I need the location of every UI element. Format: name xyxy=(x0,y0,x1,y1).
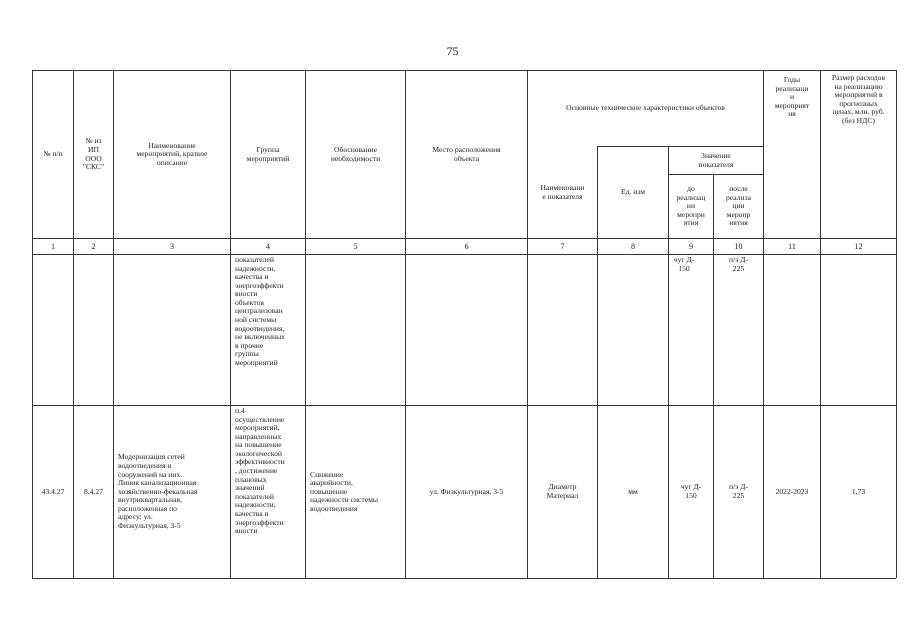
row-before: чуг Д- 150 xyxy=(680,482,702,500)
column-number: 10 xyxy=(734,241,743,251)
header-cost: Размер расходов на реализацию мероприятий в прогнозных ценах, млн. руб. (без НДС) xyxy=(831,73,886,125)
header-ip-num: № из ИП ООО "СКС" xyxy=(82,136,105,172)
header-after: после реализа ции меропр иятия xyxy=(726,184,751,228)
header-group: Группа мероприятий xyxy=(246,144,290,163)
column-number: 4 xyxy=(266,241,270,251)
column-number: 5 xyxy=(353,241,358,251)
header-place: Место расположения объекта xyxy=(432,144,501,163)
column-number: 3 xyxy=(170,241,174,251)
column-number: 12 xyxy=(854,241,863,251)
column-number: 7 xyxy=(560,241,565,251)
row-cost: 1,73 xyxy=(851,486,866,496)
row-indicator: Диаметр Материал xyxy=(546,482,579,500)
row-name: Модернизация сетей водоотведения и сооружений на них. Линия канализационная хозяйственно-фекальная внутриквартальная, расположенная по адресу: ул. Физкультурная, 3-5 xyxy=(118,452,198,531)
column-number: 9 xyxy=(689,241,693,251)
header-years: Годы реализаци и мероприят ия xyxy=(774,75,810,119)
row-after: п/э Д- 225 xyxy=(728,255,749,273)
header-name: Наименование мероприятий, краткое описание xyxy=(136,140,208,167)
table-divider xyxy=(32,254,896,255)
row-num: 43.4.27 xyxy=(41,486,65,496)
header-indicator-name: Наименовани е показателя xyxy=(540,182,585,201)
row-reason: Снижение аварийности, повышение надежности системы водоотведения xyxy=(310,469,379,513)
row-unit: мм xyxy=(628,486,638,496)
table-border-right xyxy=(896,70,897,578)
row-ip-num: 8.4.27 xyxy=(84,486,103,496)
header-tech: Основные технические характеристики объектов xyxy=(566,103,725,113)
header-num: № п/п xyxy=(43,149,63,159)
column-number: 6 xyxy=(464,241,469,251)
row-after: п/э Д- 225 xyxy=(728,482,749,500)
header-reason: Обоснование необходимости xyxy=(330,144,381,163)
row-years: 2022-2023 xyxy=(775,486,809,496)
row-place: ул. Физкультурная, 3-5 xyxy=(429,486,504,496)
table-border-bottom xyxy=(32,578,896,579)
row-group: показателей надежности, качества и энергоэффекти вности объектов централизован ной системы водоотведения, не включенных в прочие группы мероприятий xyxy=(235,255,285,367)
column-number: 1 xyxy=(51,241,55,251)
header-value: Значение показателя xyxy=(698,150,734,169)
header-unit: Ед. изм xyxy=(620,187,646,197)
column-number: 2 xyxy=(91,241,96,251)
column-number: 8 xyxy=(631,241,635,251)
column-number: 11 xyxy=(788,241,796,251)
header-before: до реализац ии меропри ятия xyxy=(676,184,706,228)
row-group: п.4 осуществление мероприятий, направленных на повышение экологической эффективности , достижение плановых значений показателей надежности, качества и энергоэффекти вности xyxy=(235,406,285,536)
row-before: чуг Д- 150 xyxy=(673,255,695,273)
page-number: 75 xyxy=(446,44,459,58)
